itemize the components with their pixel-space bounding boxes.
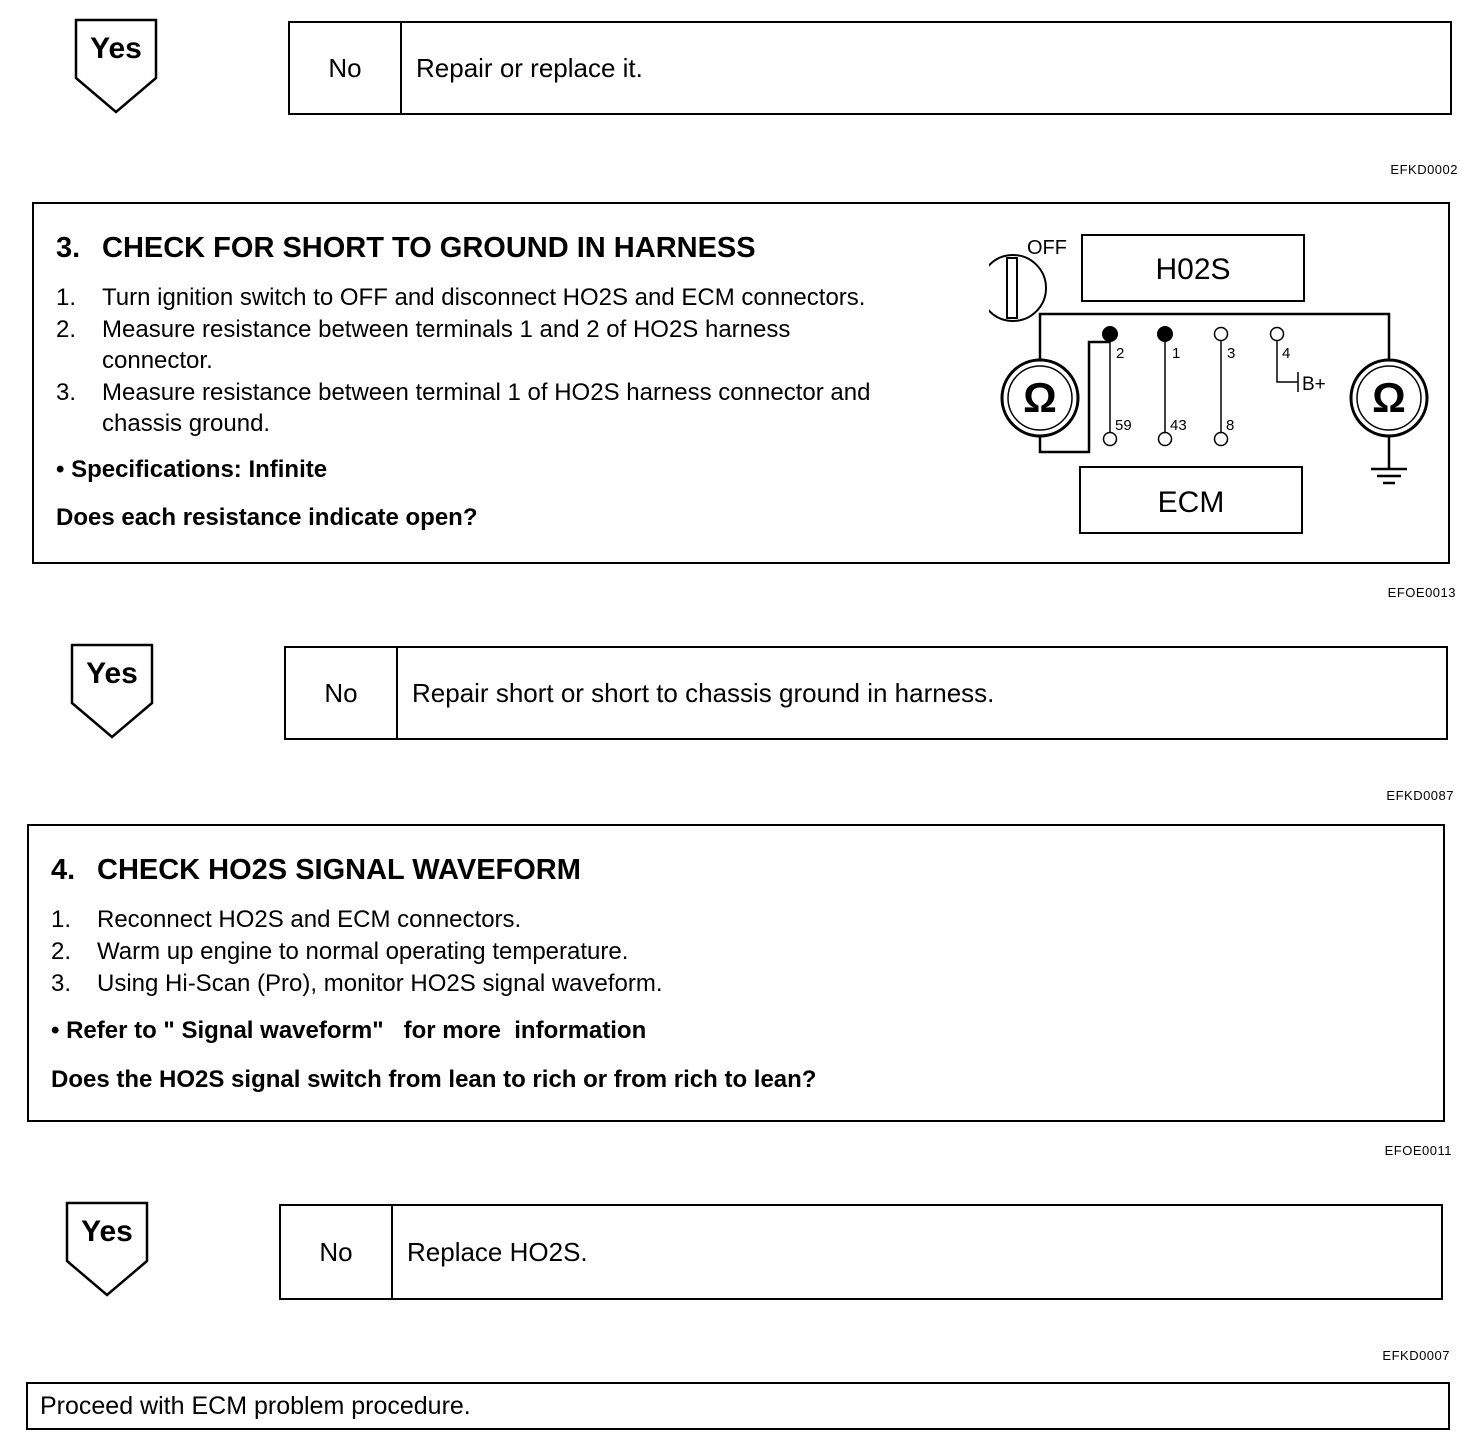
instruction-text: Warm up engine to normal operating temperature. bbox=[97, 938, 629, 965]
instruction-text: connector. bbox=[102, 347, 213, 374]
instruction-text: Measure resistance between terminal 1 of HO2S harness connector and bbox=[102, 379, 871, 406]
yes-arrow bbox=[65, 1201, 149, 1297]
yes-label: Yes bbox=[81, 1215, 133, 1248]
pin-label: 2 bbox=[1116, 345, 1125, 362]
step-3-box bbox=[32, 202, 1450, 564]
pin-label: 8 bbox=[1226, 417, 1235, 434]
step-4-number: 4. bbox=[51, 854, 76, 886]
instruction-number: 2. bbox=[51, 938, 72, 965]
no-action-text: Repair short or short to chassis ground in harness. bbox=[412, 677, 995, 708]
no-action-box bbox=[279, 1204, 1443, 1300]
figure-code: EFOE0011 bbox=[1384, 1143, 1452, 1158]
no-action-text: Replace HO2S. bbox=[407, 1236, 588, 1267]
step-4-instruction-2 bbox=[51, 936, 951, 967]
instruction-text: Using Hi-Scan (Pro), monitor HO2S signal waveform. bbox=[97, 970, 663, 997]
step-3-instruction-3 bbox=[56, 377, 976, 439]
step-4-instruction-1 bbox=[51, 904, 951, 935]
pin-label: 1 bbox=[1172, 345, 1181, 362]
no-action-box bbox=[284, 646, 1448, 740]
instruction-text: Turn ignition switch to OFF and disconnect HO2S and ECM connectors. bbox=[102, 284, 866, 311]
pin-label: 43 bbox=[1170, 417, 1187, 434]
bplus-label: B+ bbox=[1302, 374, 1326, 395]
pin-label: 59 bbox=[1115, 417, 1132, 434]
instruction-number: 1. bbox=[56, 284, 77, 311]
yes-label: Yes bbox=[90, 32, 142, 65]
instruction-text: Reconnect HO2S and ECM connectors. bbox=[97, 906, 522, 933]
no-action-box bbox=[288, 21, 1452, 115]
wiring-diagram bbox=[989, 224, 1439, 544]
step-3-specification: • Specifications: Infinite bbox=[56, 456, 328, 483]
yes-arrow bbox=[70, 643, 154, 739]
final-step-box bbox=[26, 1382, 1450, 1430]
step-4-box bbox=[27, 824, 1445, 1122]
figure-code: EFKD0002 bbox=[1390, 162, 1458, 177]
instruction-number: 2. bbox=[56, 316, 77, 343]
step-3-instruction-2 bbox=[56, 314, 976, 376]
no-label: No bbox=[286, 648, 398, 738]
ho2s-box-label: H02S bbox=[1155, 253, 1231, 286]
final-step-text: Proceed with ECM problem procedure. bbox=[40, 1391, 471, 1420]
yes-label: Yes bbox=[86, 657, 138, 690]
ground-symbol-icon bbox=[1371, 469, 1407, 483]
step-4-title-text: CHECK HO2S SIGNAL WAVEFORM bbox=[97, 854, 581, 886]
step-3-number: 3. bbox=[56, 232, 81, 264]
yes-arrow bbox=[74, 18, 158, 114]
step-4-note: • Refer to " Signal waveform" for more information bbox=[51, 1017, 647, 1044]
ecm-box-label: ECM bbox=[1157, 486, 1225, 519]
step-4-question: Does the HO2S signal switch from lean to rich or from rich to lean? bbox=[51, 1066, 817, 1093]
step-4-instruction-3 bbox=[51, 968, 951, 999]
figure-code: EFKD0007 bbox=[1382, 1348, 1450, 1363]
switch-off-label: OFF bbox=[1027, 237, 1067, 259]
step-3-title bbox=[56, 232, 756, 265]
pin-label: 4 bbox=[1282, 345, 1291, 362]
instruction-number: 3. bbox=[51, 970, 72, 997]
figure-code: EFOE0013 bbox=[1387, 585, 1456, 600]
instruction-text: Measure resistance between terminals 1 and 2 of HO2S harness bbox=[102, 316, 791, 343]
step-3-question: Does each resistance indicate open? bbox=[56, 504, 478, 531]
no-label: No bbox=[290, 23, 402, 113]
figure-code: EFKD0087 bbox=[1386, 788, 1454, 803]
instruction-text: chassis ground. bbox=[102, 410, 271, 437]
step-4-title bbox=[51, 854, 581, 887]
instruction-number: 1. bbox=[51, 906, 72, 933]
no-label: No bbox=[281, 1206, 393, 1298]
right-ohm-symbol: Ω bbox=[1372, 374, 1406, 421]
no-action-text: Repair or replace it. bbox=[416, 52, 643, 83]
step-3-title-text: CHECK FOR SHORT TO GROUND IN HARNESS bbox=[102, 232, 756, 264]
ignition-switch-icon bbox=[989, 255, 1046, 321]
step-3-instruction-1 bbox=[56, 282, 976, 313]
instruction-number: 3. bbox=[56, 379, 77, 406]
left-ohm-symbol: Ω bbox=[1023, 374, 1057, 421]
pin-label: 3 bbox=[1227, 345, 1236, 362]
